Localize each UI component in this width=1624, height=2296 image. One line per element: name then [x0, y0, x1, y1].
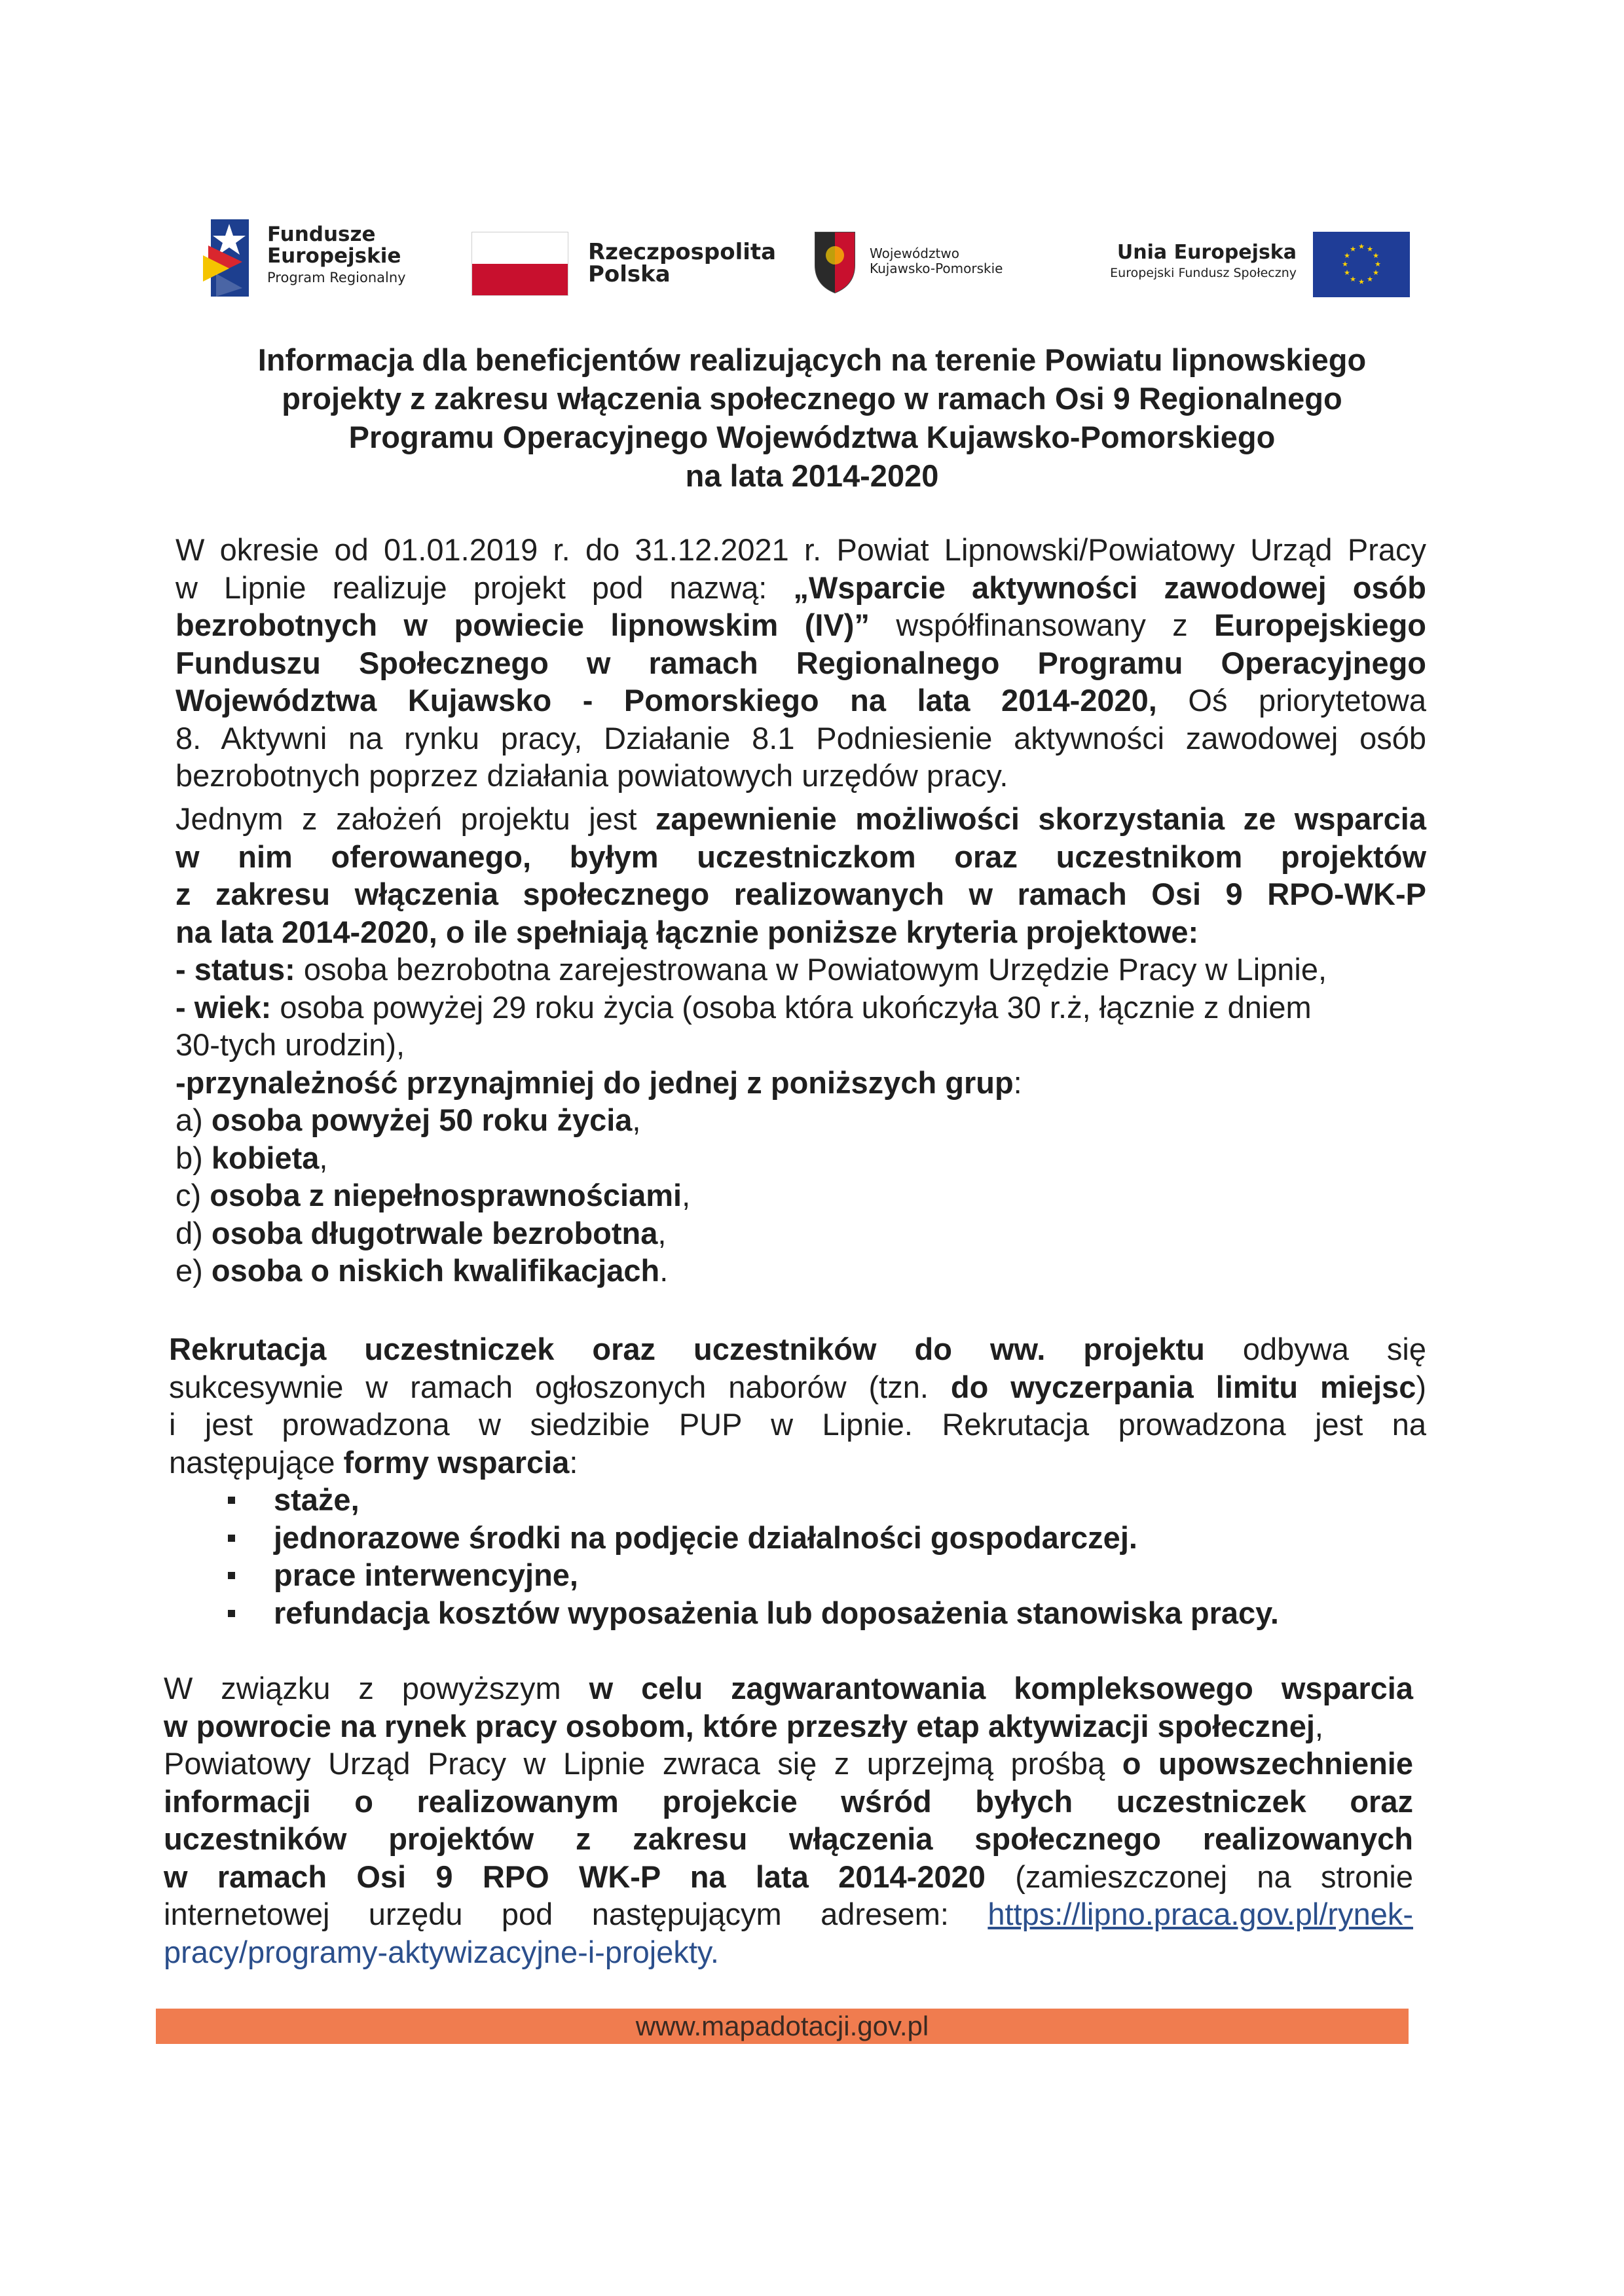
criteria-status: - status: osoba bezrobotna zarejestrowana w Powiatowym Urzędzie Pracy w Lipnie, [175, 952, 1327, 987]
fe-line2: Europejskie [267, 244, 401, 268]
website-link[interactable]: https://lipno.praca.gov.pl/rynek- [987, 1897, 1413, 1931]
bullet-icon [228, 1572, 235, 1579]
p4-line-2: w powrocie na rynek pracy osobom, które przeszły etap aktywizacji społecznej, [164, 1708, 1323, 1743]
paragraph-project-info [175, 531, 1426, 795]
svg-text:★: ★ [1373, 251, 1379, 260]
polish-flag-icon [471, 232, 568, 296]
title-line-3: Programu Operacyjnego Województwa Kujawsko-Pomorskiego [348, 420, 1276, 454]
svg-text:★: ★ [1344, 251, 1350, 260]
group-item: e) osoba o niskich kwalifikacjach. [175, 1253, 669, 1288]
wkp-line1: Województwo [870, 246, 959, 261]
fe-star-icon [203, 216, 255, 298]
footer-url[interactable]: www.mapadotacji.gov.pl [635, 2011, 929, 2041]
p1-line-4: Funduszu Społecznego w ramach Regionalnego Programu Operacyjnego [175, 645, 1426, 680]
group-item: a) osoba powyżej 50 roku życia, [175, 1102, 641, 1137]
p4-line-1: W związku z powyższym w celu zagwarantowania kompleksowego wsparcia [164, 1671, 1413, 1705]
paragraph-request [164, 1669, 1413, 1971]
website-link-cont[interactable]: pracy/programy-aktywizacyjne-i-projekty [164, 1934, 710, 1969]
fe-line3: Program Regionalny [267, 270, 406, 286]
svg-text:★: ★ [1350, 275, 1356, 283]
fe-line1: Fundusze [267, 223, 376, 246]
paragraph-recruitment [169, 1330, 1426, 1481]
bullet-icon [228, 1497, 235, 1504]
p3-line-3: i jest prowadzona w siedzibie PUP w Lipnie. Rekrutacja prowadzona jest na [169, 1407, 1426, 1442]
p3-line-1: Rekrutacja uczestniczek oraz uczestników do ww. projektu odbywa się [169, 1332, 1426, 1366]
p1-line-5: Województwa Kujawsko - Pomorskiego na lata 2014-2020, Oś priorytetowa [175, 683, 1426, 718]
paragraph-criteria [175, 800, 1426, 1290]
p4-line-8: pracy/programy-aktywizacyjne-i-projekty. [164, 1934, 719, 1969]
bullet-icon [228, 1610, 235, 1617]
svg-text:★: ★ [1344, 268, 1350, 277]
p4-line-4: informacji o realizowanym projekcie wśród byłych uczestniczek oraz [164, 1783, 1413, 1819]
p1-line-2: w Lipnie realizuje projekt pod nazwą: „Wsparcie aktywności zawodowej osób [175, 570, 1426, 605]
support-forms-list [228, 1481, 1407, 1631]
group-item: d) osoba długotrwale bezrobotna, [175, 1215, 667, 1250]
rp-line1: Rzeczpospolita [588, 239, 777, 265]
p1-line-3: bezrobotnych w powiecie lipnowskim (IV)” współfinansowany z Europejskiego [175, 608, 1426, 642]
bullet-icon [228, 1535, 235, 1542]
ue-line1: Unia Europejska [1116, 241, 1297, 264]
p1-line-6: 8. Aktywni na rynku pracy, Działanie 8.1 Podniesienie aktywności zawodowej osób [175, 720, 1426, 756]
p4-line-5: uczestników projektów z zakresu włączenia społecznego realizowanych [164, 1821, 1413, 1856]
p2-line-4: na lata 2014-2020, o ile spełniają łącznie poniższe kryteria projektowe: [175, 914, 1199, 949]
svg-text:★: ★ [1350, 245, 1356, 253]
p3-line-4: następujące formy wsparcia: [169, 1444, 578, 1480]
svg-text:★: ★ [1367, 275, 1373, 283]
svg-text:★: ★ [1373, 268, 1379, 277]
svg-text:★: ★ [1358, 242, 1365, 251]
list-item: refundacja kosztów wyposażenia lub doposażenia stanowiska pracy. [228, 1594, 1407, 1632]
svg-text:★: ★ [1375, 260, 1381, 268]
logo-bar [196, 216, 1414, 308]
p2-line-3: z zakresu włączenia społecznego realizowanych w ramach Osi 9 RPO-WK-P [175, 877, 1426, 911]
criteria-age: - wiek: osoba powyżej 29 roku życia (osoba która ukończyła 30 r.ż, łącznie z dniem [175, 989, 1312, 1025]
p2-line-1: Jednym z założeń projektu jest zapewnienie możliwości skorzystania ze wsparcia [175, 801, 1426, 836]
wojewodztwo-crest-icon [812, 229, 858, 295]
rp-line2: Polska [588, 261, 671, 287]
document-title [138, 340, 1486, 495]
p3-line-2: sukcesywnie w ramach ogłoszonych naborów (tzn. do wyczerpania limitu miejsc) [169, 1369, 1426, 1404]
ue-line2: Europejski Fundusz Społeczny [1110, 265, 1297, 280]
p4-line-6: w ramach Osi 9 RPO WK-P na lata 2014-2020 (zamieszczonej na stronie [164, 1859, 1414, 1894]
p1-line-7: bezrobotnych poprzez działania powiatowych urzędów pracy. [175, 758, 1008, 793]
footer-bar [156, 2009, 1409, 2044]
wkp-line2: Kujawsko-Pomorskie [870, 261, 1003, 276]
title-line-1: Informacja dla beneficjentów realizujących na terenie Powiatu lipnowskiego [257, 342, 1367, 377]
fundusze-europejskie-logo [203, 216, 255, 298]
p4-line-7: internetowej urzędu pod następującym adresem: https://lipno.praca.gov.pl/rynek- [164, 1897, 1413, 1931]
svg-text:★: ★ [1367, 245, 1373, 253]
p2-line-2: w nim oferowanego, byłym uczestniczkom oraz uczestnikom projektów [175, 839, 1426, 874]
title-line-2: projekty z zakresu włączenia społecznego w ramach Osi 9 Regionalnego [282, 381, 1342, 416]
list-item: jednorazowe środki na podjęcie działalności gospodarczej. [228, 1519, 1407, 1557]
svg-text:★: ★ [1342, 260, 1348, 268]
eu-flag-icon [1313, 232, 1410, 297]
criteria-age-cont: 30-tych urodzin), [175, 1027, 405, 1062]
p4-line-3: Powiatowy Urząd Pracy w Lipnie zwraca się z uprzejmą prośbą o upowszechnienie [164, 1746, 1413, 1781]
title-line-4: na lata 2014-2020 [685, 458, 939, 493]
list-item: prace interwencyjne, [228, 1556, 1407, 1594]
project-name: „Wsparcie aktywności zawodowej osób [793, 570, 1426, 605]
criteria-groups: -przynależność przynajmniej do jednej z poniższych grup: [175, 1065, 1022, 1100]
group-item: b) kobieta, [175, 1140, 328, 1175]
p1-line-1: W okresie od 01.01.2019 r. do 31.12.2021 r. Powiat Lipnowski/Powiatowy Urząd Pracy [175, 532, 1426, 567]
group-item: c) osoba z niepełnosprawnościami, [175, 1178, 691, 1212]
svg-text:★: ★ [1358, 278, 1365, 286]
list-item: staże, [228, 1481, 1407, 1519]
